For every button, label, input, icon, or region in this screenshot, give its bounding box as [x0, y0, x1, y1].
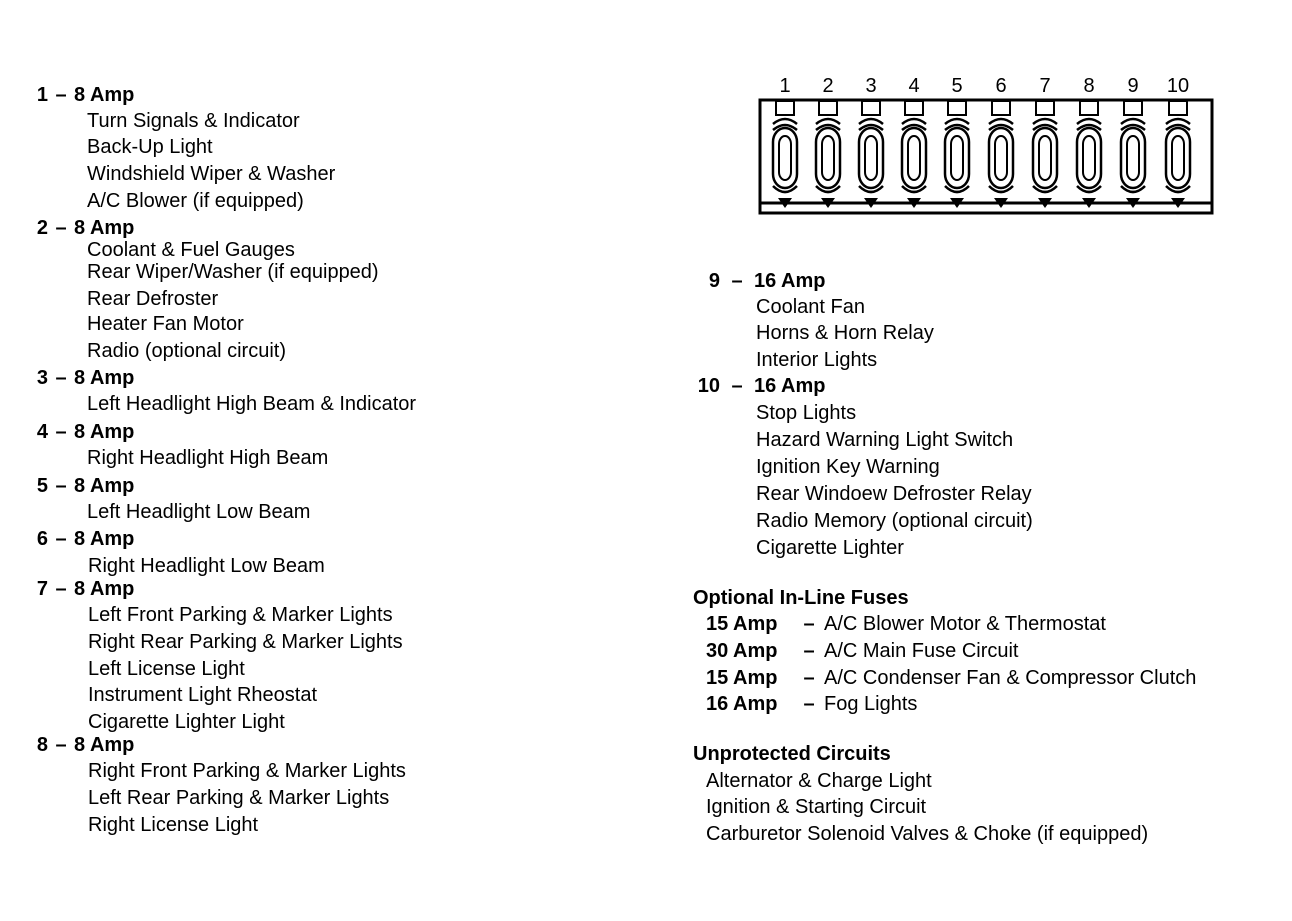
inline-fuse-circuit: A/C Blower Motor & Thermostat [824, 613, 1106, 635]
fuse-number: 7 [36, 578, 48, 600]
fuse-clip-top [989, 119, 1013, 124]
fuse-circuit: Coolant & Fuel Gauges [87, 239, 295, 261]
fuse-slot [1077, 75, 1101, 208]
fuse-clip-top [859, 119, 883, 124]
fuse-slot-label: 9 [1127, 75, 1139, 97]
fuse-rating: 8 Amp [74, 578, 135, 600]
inline-fuse-rating: 30 Amp [706, 640, 778, 662]
fuse-rating: 8 Amp [74, 84, 135, 106]
inline-fuse-row [706, 693, 917, 715]
fuse-circuit: Windshield Wiper & Washer [87, 163, 336, 185]
fuse-slot [945, 75, 969, 208]
fuse-dash: – [55, 734, 67, 756]
fuse-slot-label: 10 [1166, 75, 1190, 97]
fuse-rating: 16 Amp [754, 375, 826, 397]
fuse-circuit: Cigarette Lighter [756, 537, 904, 559]
unprotected-title: Unprotected Circuits [693, 743, 891, 765]
fuse-slot-label: 5 [951, 75, 963, 97]
fuse-slot [773, 75, 797, 208]
fuse-number: 3 [36, 367, 48, 389]
fuse-circuit: Stop Lights [756, 402, 857, 424]
fuse-terminal [819, 101, 837, 115]
fuse-slot [859, 75, 883, 208]
inline-fuse-circuit: A/C Condenser Fan & Compressor Clutch [824, 667, 1197, 689]
inline-fuse-dash: – [803, 613, 815, 635]
inline-fuse-rating: 15 Amp [706, 667, 778, 689]
fuse-element [908, 136, 920, 180]
fuse-circuit: Interior Lights [756, 349, 878, 371]
fuse-circuit: Radio Memory (optional circuit) [756, 510, 1033, 532]
fuse-number: 8 [36, 734, 48, 756]
fuse-terminal [1169, 101, 1187, 115]
fuse-number: 6 [36, 528, 48, 550]
fuse-circuit: Ignition Key Warning [756, 456, 940, 478]
fuse-element [1039, 136, 1051, 180]
fuse-circuit: Hazard Warning Light Switch [756, 429, 1014, 451]
inline-fuse-row [706, 613, 1106, 635]
fuse-dash: – [55, 367, 67, 389]
fuse-slot [1121, 75, 1145, 208]
fuse-number: 4 [36, 421, 48, 443]
fuse-circuit: Right Headlight Low Beam [88, 555, 325, 577]
unprotected-circuit: Carburetor Solenoid Valves & Choke (if equipped) [706, 823, 1149, 845]
fuse-slot [816, 75, 840, 208]
fuse-circuit: Horns & Horn Relay [756, 322, 934, 344]
inline-fuse-circuit: A/C Main Fuse Circuit [824, 640, 1019, 662]
fuse-element [1172, 136, 1184, 180]
fuse-slot-label: 8 [1083, 75, 1095, 97]
fuse-number: 5 [36, 475, 48, 497]
fuse-clip-top [902, 119, 926, 124]
fuse-element [822, 136, 834, 180]
fuse-rating: 16 Amp [754, 270, 826, 292]
fuse-number: 2 [36, 217, 48, 239]
fuse-slot [1166, 75, 1190, 208]
inline-fuse-rating: 15 Amp [706, 613, 778, 635]
inline-fuse-dash: – [803, 640, 815, 662]
fuse-terminal [862, 101, 880, 115]
fuse-number: 9 [708, 270, 720, 292]
fuse-circuit: A/C Blower (if equipped) [87, 190, 304, 212]
fuse-element [951, 136, 963, 180]
fuse-number: 10 [697, 375, 720, 397]
fuse-header [30, 578, 134, 600]
fuse-circuit: Instrument Light Rheostat [88, 684, 318, 706]
fuse-terminal [1080, 101, 1098, 115]
fuse-slot-label: 6 [995, 75, 1007, 97]
fuse-circuit: Left Rear Parking & Marker Lights [88, 787, 390, 809]
fuse-slot-label: 4 [908, 75, 920, 97]
fuse-circuit: Radio (optional circuit) [87, 340, 286, 362]
fuse-terminal [776, 101, 794, 115]
fuse-header [30, 734, 134, 756]
fuse-terminal [992, 101, 1010, 115]
fuse-terminal [1036, 101, 1054, 115]
fuse-circuit: Rear Wiper/Washer (if equipped) [87, 261, 379, 283]
fuse-header [30, 528, 134, 550]
fuse-slot-label: 2 [822, 75, 834, 97]
fuse-rating: 8 Amp [74, 475, 135, 497]
fuse-dash: – [55, 475, 67, 497]
fuse-dash: – [55, 421, 67, 443]
fuse-dash: – [55, 578, 67, 600]
fuse-element [1127, 136, 1139, 180]
fuse-element [779, 136, 791, 180]
fuse-rating: 8 Amp [74, 367, 135, 389]
fuse-circuit: Coolant Fan [756, 296, 865, 318]
inline-fuse-rating: 16 Amp [706, 693, 778, 715]
fuse-circuit: Left License Light [88, 658, 245, 680]
fuse-clip-top [1077, 119, 1101, 124]
fuse-rating: 8 Amp [74, 217, 135, 239]
fuse-header [30, 84, 134, 106]
fuse-circuit: Right Headlight High Beam [87, 447, 329, 469]
fuse-rating: 8 Amp [74, 528, 135, 550]
fuse-circuit: Back-Up Light [87, 136, 213, 158]
fuse-circuit: Right License Light [88, 814, 259, 836]
fuse-clip-top [773, 119, 797, 124]
fuse-clip-top [816, 119, 840, 124]
fuse-slot-label: 7 [1039, 75, 1051, 97]
fuse-dash: – [55, 217, 67, 239]
fuse-rating: 8 Amp [74, 734, 135, 756]
fuse-circuit: Left Front Parking & Marker Lights [88, 604, 393, 626]
fuse-slot-label: 3 [865, 75, 877, 97]
fuse-header [30, 367, 134, 389]
inline-fuses-title: Optional In-Line Fuses [693, 587, 909, 609]
fuse-terminal [905, 101, 923, 115]
fuse-terminal [948, 101, 966, 115]
fuse-clip-top [1166, 119, 1190, 124]
fuse-number: 1 [36, 84, 48, 106]
fuse-header [30, 475, 134, 497]
fuse-dash: – [731, 270, 743, 292]
fuse-element [1083, 136, 1095, 180]
fuse-slot [989, 75, 1013, 208]
fuse-element [865, 136, 877, 180]
inline-fuse-circuit: Fog Lights [824, 693, 918, 715]
fuse-circuit: Heater Fan Motor [87, 313, 244, 335]
fuse-clip-top [945, 119, 969, 124]
inline-fuse-row [706, 667, 1196, 689]
fuse-header [30, 217, 134, 239]
fuse-slot-label: 1 [779, 75, 791, 97]
fuse-circuit: Turn Signals & Indicator [87, 110, 300, 132]
inline-fuse-dash: – [803, 693, 815, 715]
fuse-header [690, 375, 826, 397]
inline-fuse-row [706, 640, 1019, 662]
fuse-terminal [1124, 101, 1142, 115]
inline-fuse-dash: – [803, 667, 815, 689]
fuse-dash: – [55, 528, 67, 550]
fuse-header [690, 270, 826, 292]
fuse-circuit: Right Rear Parking & Marker Lights [88, 631, 403, 653]
fuse-block-diagram [752, 70, 1222, 220]
unprotected-circuit: Ignition & Starting Circuit [706, 796, 927, 818]
fuse-dash: – [55, 84, 67, 106]
fuse-rating: 8 Amp [74, 421, 135, 443]
fuse-circuit: Rear Defroster [87, 288, 219, 310]
fuse-circuit: Rear Windoew Defroster Relay [756, 483, 1032, 505]
fuse-slot [1033, 75, 1057, 208]
fuse-clip-top [1121, 119, 1145, 124]
fuse-header [30, 421, 134, 443]
fuse-circuit: Left Headlight High Beam & Indicator [87, 393, 417, 415]
fuse-element [995, 136, 1007, 180]
fuse-slot [902, 75, 926, 208]
fuse-clip-top [1033, 119, 1057, 124]
unprotected-circuit: Alternator & Charge Light [706, 770, 932, 792]
fuse-circuit: Left Headlight Low Beam [87, 501, 311, 523]
fuse-circuit: Right Front Parking & Marker Lights [88, 760, 406, 782]
fuse-dash: – [731, 375, 743, 397]
fuse-circuit: Cigarette Lighter Light [88, 711, 285, 733]
